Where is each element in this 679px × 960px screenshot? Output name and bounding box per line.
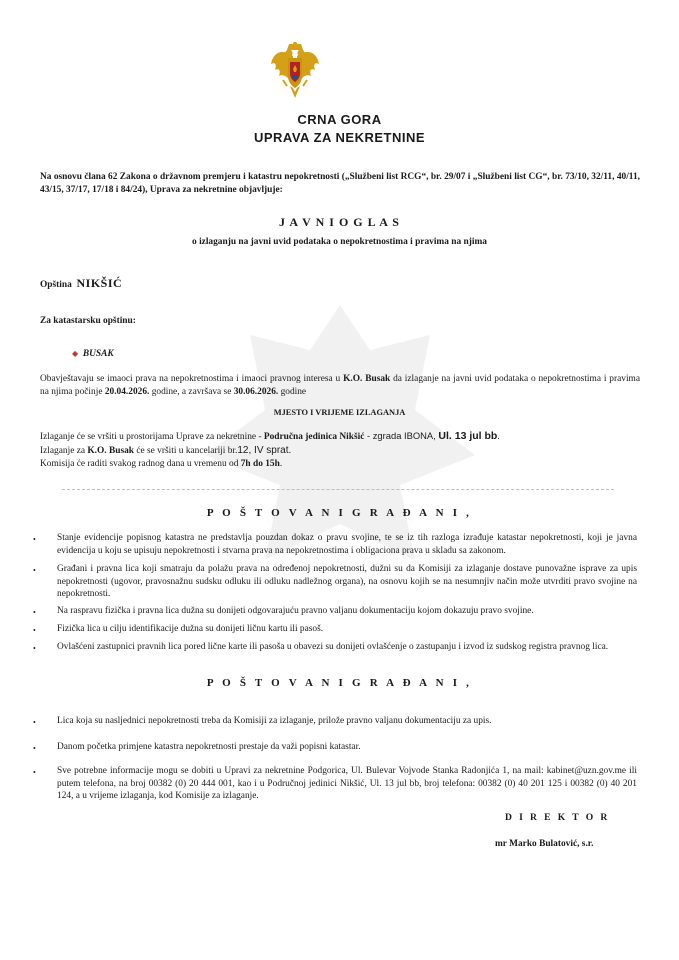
divider xyxy=(62,489,614,490)
cadastral-item xyxy=(72,348,114,361)
notice-start-date: 20.04.2026. xyxy=(104,386,150,397)
notice-ko: K.O. Busak xyxy=(343,374,391,384)
diamond-bullet-icon: ◆ xyxy=(72,349,79,358)
notice-paragraph xyxy=(40,373,640,398)
coat-of-arms-icon xyxy=(269,42,321,100)
list-item: Danom početka primjene katastra nepokretnosti prestaje da važi popisni katastar. xyxy=(57,742,361,752)
cadastral-item-name: BUSAK xyxy=(82,349,114,359)
list-item: Fizička lica u cilju identifikacije dužna su donijeti ličnu kartu ili pasoš. xyxy=(57,624,324,634)
greeting-2: P O Š T O V A N I G R A Đ A N I , xyxy=(206,677,473,689)
list-item: Građani i pravna lica koji smatraju da polažu prava na određenoj nepokretnosti, dužni su da Komisiji za izlaganje dostave punovažne isprave za upis nepokretnosti (ugovor, pravosnažnu sudsku odluku ili odluku nadležnog organa), na osnovu kojih se na nesumnjiv način može utvrditi pravo svojine na nepokretnosti. xyxy=(57,564,637,599)
bullet-icon: • xyxy=(33,608,36,617)
director-name: mr Marko Bulatović, s.r. xyxy=(495,839,594,849)
intro-paragraph: Na osnovu člana 62 Zakona o državnom premjeru i katastru nepokretnosti („Službeni list RCG“, br. 29/07 i „Službeni list CG“, br. 73/10, 32/11, 40/11, 43/15, 37/17, 17/18 i 84/24), Uprava za nekretnine objavljuje: xyxy=(40,172,640,195)
notice-text-3: godine, a završava se xyxy=(149,386,234,397)
bullet-icon: • xyxy=(33,626,36,635)
place-title: MJESTO I VRIJEME IZLAGANJA xyxy=(273,408,406,417)
place-line-1: Izlaganje će se vršiti u prostorijama Uprave za nekretnine - Područna jedinica Nikšić - zgrada IBONA, Ul. 13 jul bb. xyxy=(40,430,500,442)
list-item: Ovlašćeni zastupnici pravnih lica pored lične karte ili pasoša u obavezi su donijeti ovlašćenje o zastupanju i izvod iz sudskog registra pravnog lica. xyxy=(57,642,609,652)
notice-end-date: 30.06.2026. xyxy=(233,386,279,397)
bullet-icon: • xyxy=(33,768,36,777)
list-item: Stanje evidencije popisnog katastra ne predstavlja pouzdan dokaz o pravu svojine, te se iz tih razloga izrađuje katastar nepokretnosti, koji je javna evidencija u koju se upisuju nepokretnosti i stvarna prava na nepokretnostima i obligaciona prava u skladu sa zakonom. xyxy=(57,533,637,556)
notice-text-1: Obavještavaju se imaoci prava na nepokretnostima i imaoci pravnog interesa u xyxy=(40,374,344,384)
director-title: D I R E K T O R xyxy=(505,812,610,823)
place-block xyxy=(40,429,640,471)
municipality-label: Opština xyxy=(40,280,72,290)
greeting-1: P O Š T O V A N I G R A Đ A N I , xyxy=(206,507,473,519)
bullet-icon: • xyxy=(33,644,36,653)
list-item: Sve potrebne informacije mogu se dobiti u Upravi za nekretnine Podgorica, Ul. Bulevar Vojvode Stanka Radonjića 1, na mail: kabinet@uzn.gov.me ili putem telefona, na broj 00382 (0) 20 444 001, kao i u Područnoj jedinici Nikšić, Ul. 13 jul bb, broj telefona: 00382 (0) 40 201 125 i 00382 (0) 40 201 124, a u vrijeme izlaganja, kod Komisije za izlaganje. xyxy=(57,766,637,801)
cadastral-label: Za katastarsku opštinu: xyxy=(40,316,136,326)
list-item: Na raspravu fizička i pravna lica dužna su donijeti odgovarajuću pravno valjanu dokumentaciju kojom dokazuju pravo svojine. xyxy=(57,606,534,616)
notice-title: J A V N I O G L A S xyxy=(279,215,400,229)
list-item: Lica koja su nasljednici nepokretnosti treba da Komisiji za izlaganje, prilože pravno valjanu dokumentaciju za upis. xyxy=(57,716,492,726)
notice-subtitle: o izlaganju na javni uvid podataka o nepokretnostima i pravima na njima xyxy=(192,237,487,247)
bullet-icon: • xyxy=(33,535,36,544)
bullet-icon: • xyxy=(33,718,36,727)
header-country: CRNA GORA xyxy=(297,112,382,127)
notice-text-4: godine xyxy=(278,386,307,397)
header-agency: UPRAVA ZA NEKRETNINE xyxy=(253,130,426,145)
bullet-icon: • xyxy=(33,566,36,575)
place-line-2: Izlaganje za K.O. Busak će se vršiti u kancelariji br.12, IV sprat. xyxy=(40,445,292,456)
bullet-icon: • xyxy=(33,744,36,753)
municipality xyxy=(40,277,122,292)
notice-text-2: da izlaganje na javni uvid podataka o nepokretnostima i pravima na njima počinje xyxy=(40,374,640,397)
municipality-name: NIKŠIĆ xyxy=(76,276,123,290)
place-line-3: Komisija će raditi svakog radnog dana u vremenu od 7h do 15h. xyxy=(40,459,283,469)
